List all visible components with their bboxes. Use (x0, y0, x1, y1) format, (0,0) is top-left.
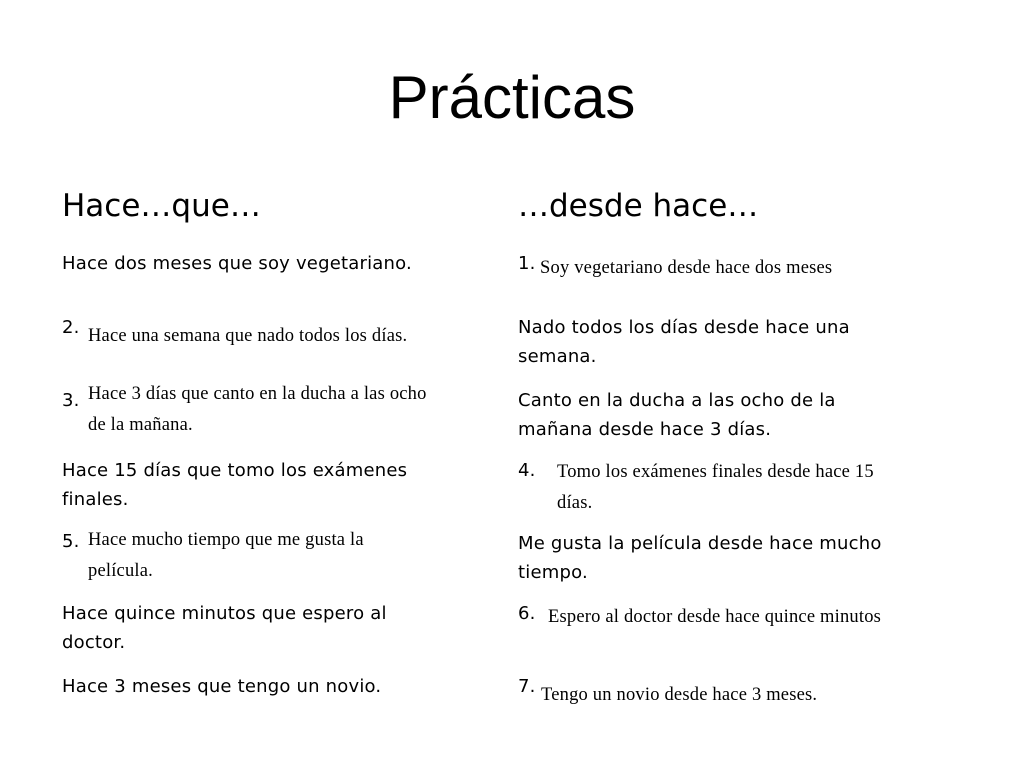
left-item-2-number: 2. (62, 317, 80, 338)
right-item-7-number: 7. (518, 676, 536, 697)
right-item-4-answer-line-2: días. (557, 493, 593, 513)
left-item-3-answer-line-2: de la mañana. (88, 415, 193, 435)
right-item-3-text-line-1: Canto en la ducha a las ocho de la (518, 390, 836, 411)
left-item-5-answer-line-2: película. (88, 561, 153, 581)
left-item-4-text-line-1: Hace 15 días que tomo los exámenes (62, 460, 408, 481)
left-item-4-text-line-2: finales. (62, 489, 129, 510)
right-item-5-text-line-2: tiempo. (518, 562, 588, 583)
left-item-1-text: Hace dos meses que soy vegetariano. (62, 253, 412, 274)
right-item-3-text-line-2: mañana desde hace 3 días. (518, 419, 772, 440)
left-item-3-answer-line-1: Hace 3 días que canto en la ducha a las ocho (88, 384, 427, 404)
right-item-2-text-line-2: semana. (518, 346, 597, 367)
page-title: Prácticas (388, 64, 636, 131)
right-item-4-number: 4. (518, 460, 536, 481)
right-item-6-answer: Espero al doctor desde hace quince minutos (548, 607, 882, 627)
right-item-6-number: 6. (518, 603, 536, 624)
right-item-5-text-line-1: Me gusta la película desde hace mucho (518, 533, 882, 554)
left-item-7-text: Hace 3 meses que tengo un novio. (62, 676, 382, 697)
left-item-2-answer: Hace una semana que nado todos los días. (88, 326, 408, 346)
right-item-7-answer: Tengo un novio desde hace 3 meses. (541, 685, 818, 705)
right-item-1-number: 1. (518, 253, 536, 274)
left-item-3-number: 3. (62, 390, 80, 411)
left-item-6-text-line-1: Hace quince minutos que espero al (62, 603, 387, 624)
left-column-heading: Hace…que… (62, 188, 261, 224)
right-item-1-answer: Soy vegetariano desde hace dos meses (540, 258, 833, 278)
right-item-2-text-line-1: Nado todos los días desde hace una (518, 317, 850, 338)
left-item-6-text-line-2: doctor. (62, 632, 126, 653)
left-item-5-number: 5. (62, 531, 80, 552)
right-column-heading: …desde hace… (518, 188, 759, 224)
left-item-5-answer-line-1: Hace mucho tiempo que me gusta la (88, 530, 364, 550)
right-item-4-answer-line-1: Tomo los exámenes finales desde hace 15 (557, 462, 874, 482)
